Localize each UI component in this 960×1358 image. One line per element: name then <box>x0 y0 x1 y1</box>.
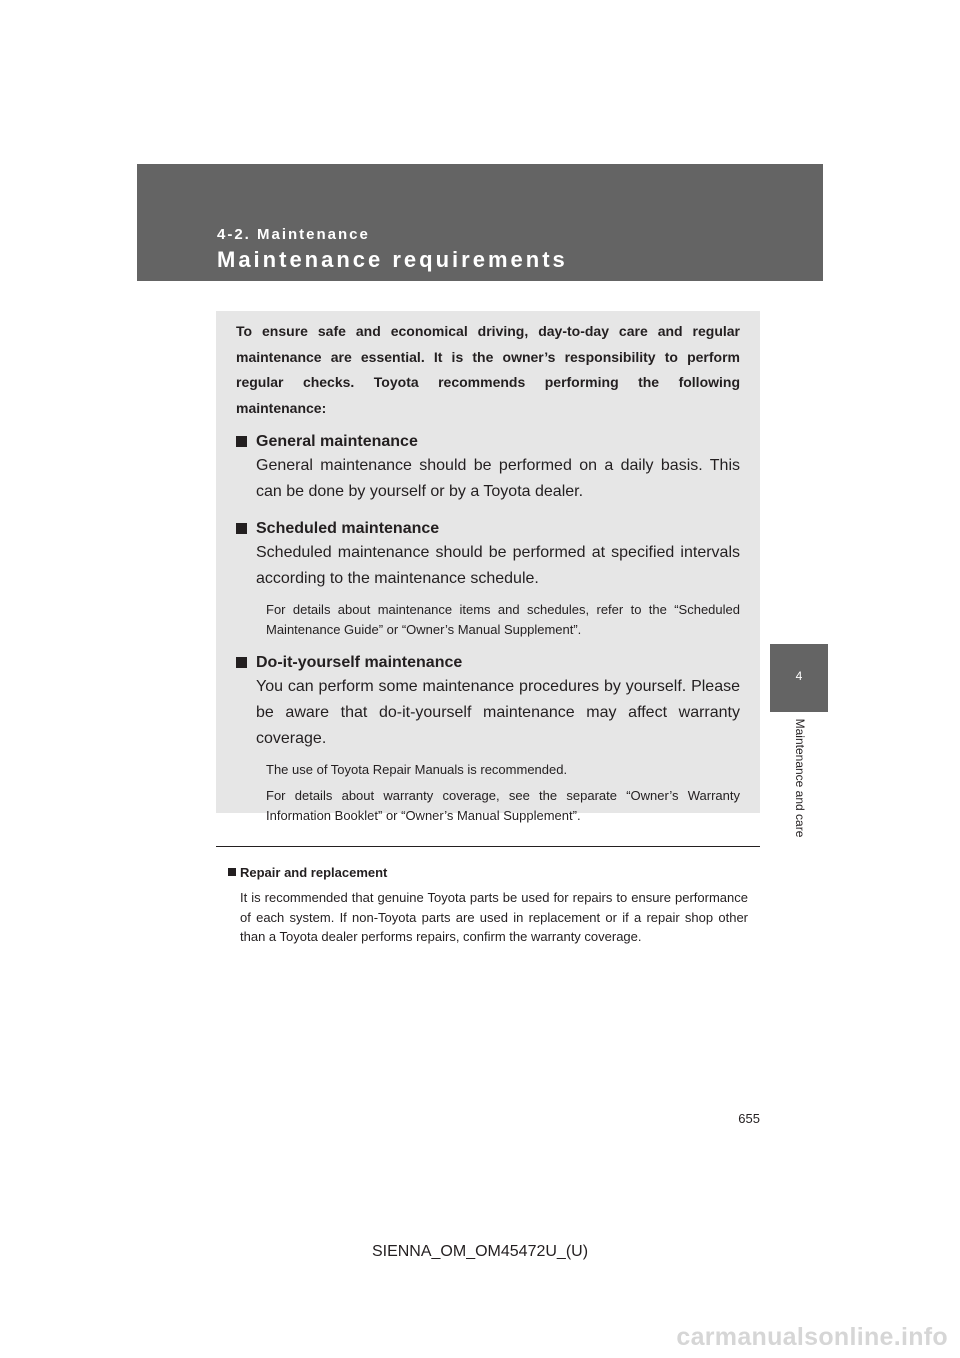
intro-text: To ensure safe and economical driving, day-to-day care and regular maintenance are essential. It is the owner’s responsibility to perform regular checks. Toyota recommends performing the following maintenance: <box>236 323 740 416</box>
repair-body: It is recommended that genuine Toyota parts be used for repairs to ensure performance of each system. If non-Toyota parts are used in replacement or if a repair shop other than a Toyota dealer performs repairs, confirm the warranty coverage. <box>240 890 748 944</box>
chapter-number: 4 <box>795 669 803 683</box>
maintenance-item-scheduled <box>236 520 740 640</box>
item-body-general: General maintenance should be performed on a daily basis. This can be done by yourself or by a Toyota dealer. <box>256 457 740 500</box>
item-heading-diy: Do-it-yourself maintenance <box>256 654 463 671</box>
square-bullet-icon <box>236 436 247 447</box>
watermark: carmanualsonline.info <box>676 1323 948 1351</box>
item-body-diy: You can perform some maintenance procedures by yourself. Please be aware that do-it-yourself maintenance may affect warranty coverage. <box>256 678 740 747</box>
item-heading-general: General maintenance <box>256 433 418 450</box>
square-bullet-icon <box>236 657 247 668</box>
item-note-repair-manuals: The use of Toyota Repair Manuals is recommended. <box>266 762 568 777</box>
chapter-label: Maintenance and care <box>793 718 807 838</box>
repair-heading: Repair and replacement <box>240 865 388 880</box>
document-code: SIENNA_OM_OM45472U_(U) <box>371 1243 589 1260</box>
header-band <box>137 164 823 281</box>
repair-block <box>228 862 748 947</box>
item-body-scheduled: Scheduled maintenance should be performed at specified intervals according to the maintenance schedule. <box>256 544 740 587</box>
square-bullet-icon <box>228 868 236 876</box>
page-title: Maintenance requirements <box>217 247 568 272</box>
square-bullet-icon <box>236 523 247 534</box>
chapter-tab <box>770 644 828 712</box>
divider <box>216 846 760 847</box>
section-number: 4-2. Maintenance <box>217 226 370 243</box>
maintenance-item-general <box>236 433 740 505</box>
intro-box <box>216 311 760 823</box>
item-note-warranty: For details about warranty coverage, see the separate “Owner’s Warranty Information Booklet” or “Owner’s Manual Supplement”. <box>266 788 740 823</box>
maintenance-item-diy <box>236 654 740 826</box>
item-note-scheduled: For details about maintenance items and schedules, refer to the “Scheduled Maintenance Guide” or “Owner’s Manual Supplement”. <box>266 602 740 637</box>
page-number: 655 <box>738 1111 760 1126</box>
item-heading-scheduled: Scheduled maintenance <box>256 520 440 537</box>
